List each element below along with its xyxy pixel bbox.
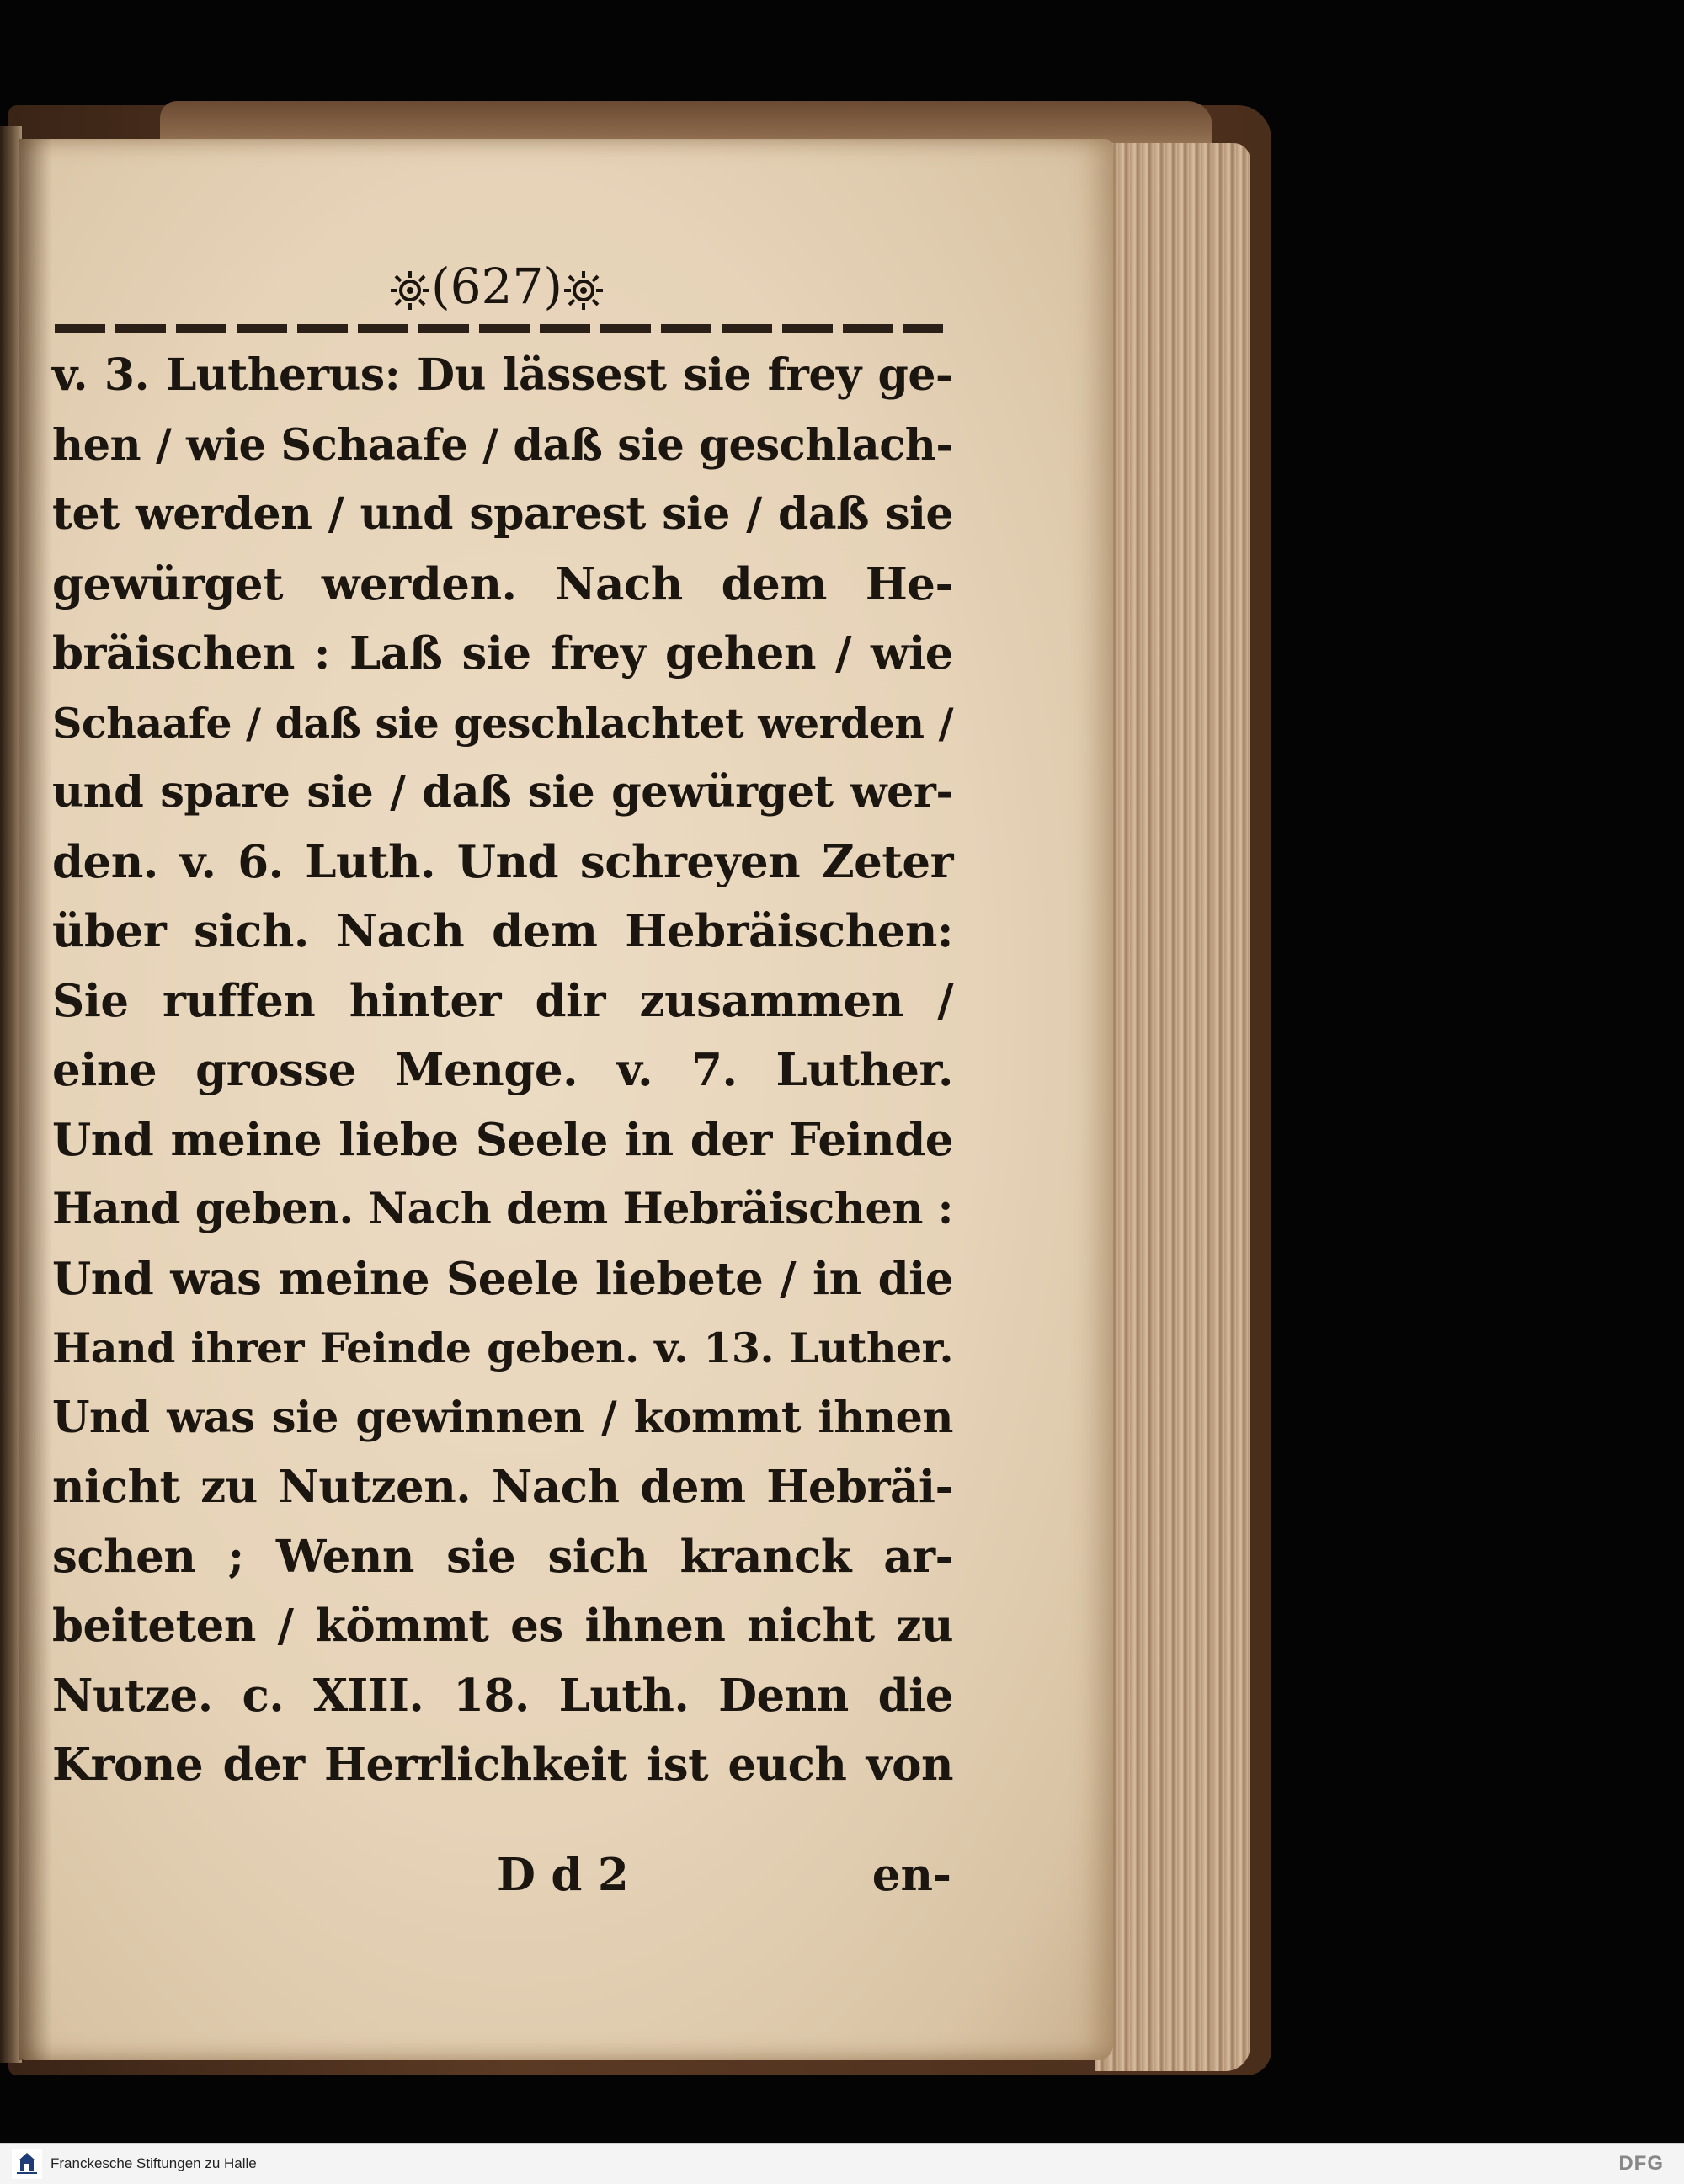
text-line: Und meine liebe Seele in der Feinde: [52, 1113, 953, 1166]
body-text: [52, 341, 953, 1800]
text-line: Und was sie gewinnen / kommt ihnen: [52, 1392, 953, 1443]
catchword: en-: [871, 1849, 951, 1901]
text-line: über sich. Nach dem Hebräischen:: [52, 905, 953, 957]
text-line: und spare sie / daß sie gewürget wer-: [52, 767, 953, 818]
dfg-logo: DFG: [1618, 2152, 1664, 2175]
sun-ornament-icon: [562, 269, 605, 312]
text-line: v. 3. Lutherus: Du lässest sie frey ge-: [52, 349, 953, 401]
header-rule: [55, 324, 943, 333]
institution-name[interactable]: Franckesche Stiftungen zu Halle: [51, 2155, 257, 2171]
page-footer-line: [497, 1849, 951, 1916]
text-line: Und was meine Seele liebete / in die: [52, 1252, 953, 1305]
page-stack-edge: [1095, 143, 1250, 2071]
text-line: gewürget werden. Nach dem He-: [52, 557, 953, 610]
page-number: (627): [431, 258, 562, 315]
text-line: beiteten / kömmt es ihnen nicht zu: [52, 1600, 953, 1652]
viewer-footer-bar: [0, 2143, 1684, 2184]
text-line: Hand ihrer Feinde geben. v. 13. Luther.: [52, 1324, 953, 1372]
text-line: nicht zu Nutzen. Nach dem Hebräi-: [52, 1461, 953, 1513]
franckesche-stiftungen-logo-icon[interactable]: [12, 2149, 42, 2179]
signature-mark: D d 2: [497, 1849, 629, 1901]
text-line: eine grosse Menge. v. 7. Luther.: [52, 1044, 953, 1096]
sun-ornament-icon: [389, 269, 431, 312]
text-line: hen / wie Schaafe / daß sie geschlach-: [52, 419, 953, 471]
gutter-shadow: [19, 139, 52, 2060]
text-line: tet werden / und sparest sie / daß sie: [52, 488, 953, 540]
text-line: schen ; Wenn sie sich kranck ar-: [52, 1530, 953, 1583]
text-line: bräischen : Laß sie frey gehen / wie: [52, 627, 953, 679]
text-line: Schaafe / daß sie geschlachtet werden /: [52, 698, 953, 748]
text-line: Krone der Herrlichkeit ist euch von: [52, 1739, 953, 1791]
text-line: Sie ruffen hinter dir zusammen /: [52, 974, 953, 1027]
page-header: [337, 253, 657, 320]
text-line: den. v. 6. Luth. Und schreyen Zeter: [52, 835, 953, 888]
text-line: Hand geben. Nach dem Hebräischen :: [52, 1184, 953, 1234]
text-line: Nutze. c. XIII. 18. Luth. Denn die: [52, 1669, 953, 1722]
